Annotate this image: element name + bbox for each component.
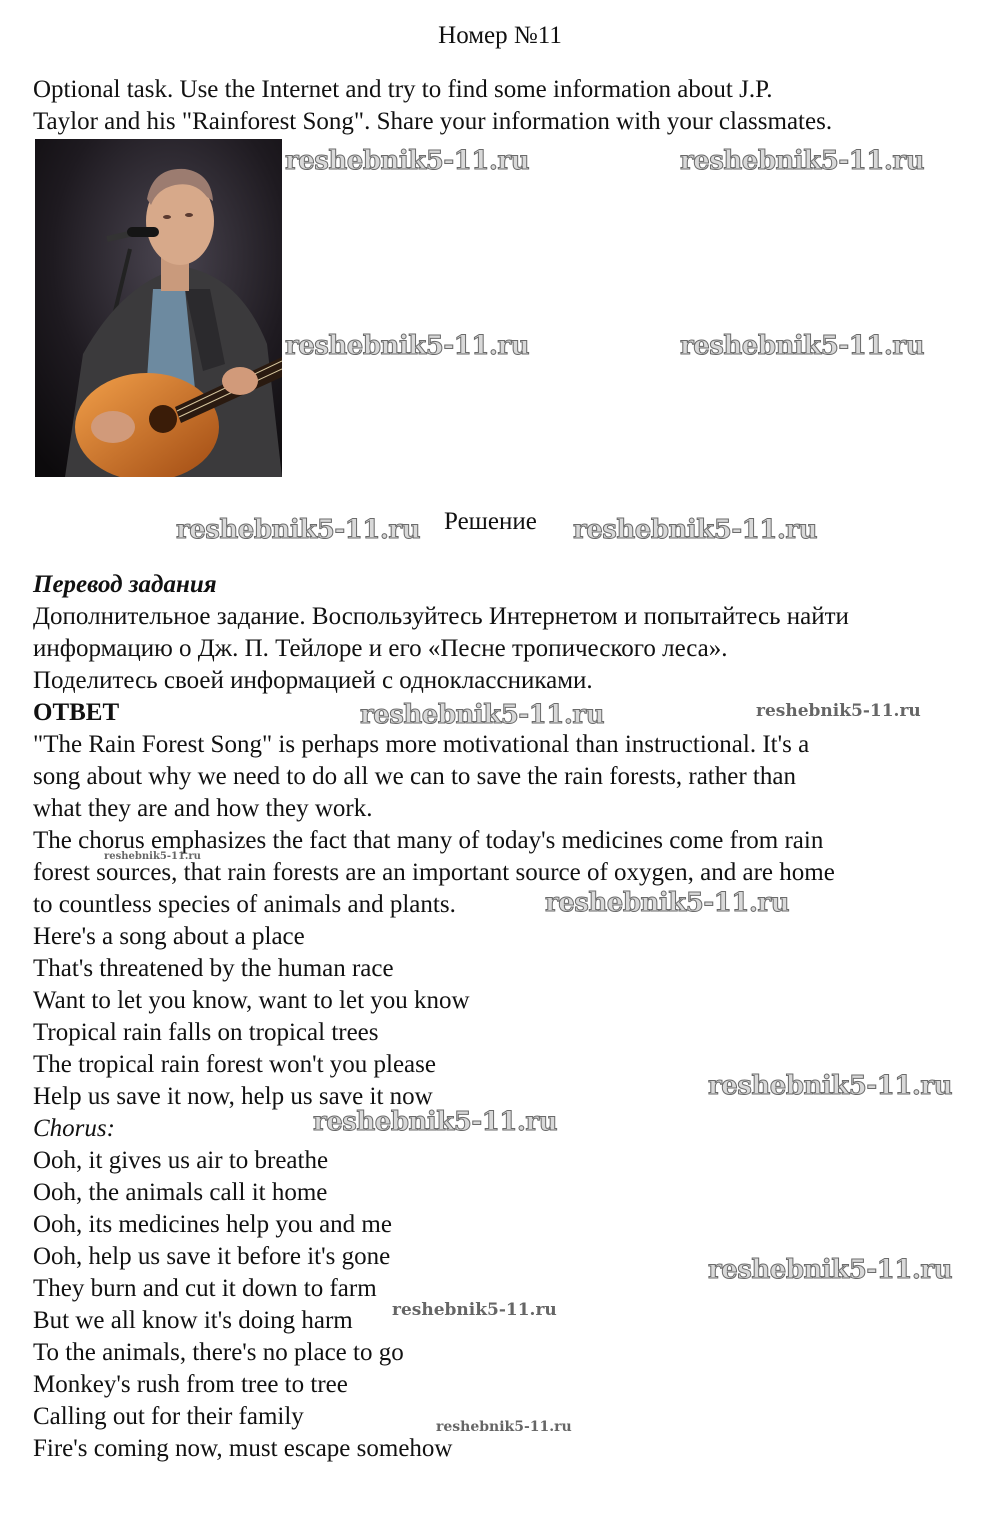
answer-line: forest sources, that rain forests are an important source of oxygen, and are home	[33, 859, 835, 886]
translation-heading: Перевод задания	[33, 571, 217, 598]
watermark: reshebnik5-11.ru	[313, 1107, 558, 1137]
lyric-line: Tropical rain falls on tropical trees	[33, 1019, 379, 1046]
translation-line: Дополнительное задание. Воспользуйтесь Интернетом и попытайтесь найти	[33, 603, 849, 630]
answer-body	[33, 569, 983, 1465]
watermark-small: reshebnik5-11.ru	[436, 1419, 572, 1435]
lyric-line: Ooh, its medicines help you and me	[33, 1211, 392, 1238]
lyric-line: Ooh, it gives us air to breathe	[33, 1147, 329, 1174]
watermark: reshebnik5-11.ru	[285, 331, 530, 361]
watermark: reshebnik5-11.ru	[285, 146, 530, 176]
page-title: Номер №11	[438, 22, 562, 49]
lyric-line: Ooh, help us save it before it's gone	[33, 1243, 391, 1270]
singer-photo	[35, 139, 282, 477]
answer-line: "The Rain Forest Song" is perhaps more motivational than instructional. It's a	[33, 731, 810, 758]
watermark: reshebnik5-11.ru	[360, 700, 605, 730]
lyric-line: Fire's coming now, must escape somehow	[33, 1435, 453, 1462]
lyric-line: The tropical rain forest won't you please	[33, 1051, 436, 1078]
answer-line: to countless species of animals and plants.	[33, 891, 456, 918]
watermark: reshebnik5-11.ru	[573, 515, 818, 545]
task-line-1: Optional task. Use the Internet and try to find some information about J.P.	[33, 76, 773, 103]
watermark: reshebnik5-11.ru	[708, 1071, 953, 1101]
lyric-line: Here's a song about a place	[33, 923, 305, 950]
answer-heading: ОТВЕТ	[33, 699, 120, 726]
watermark: reshebnik5-11.ru	[680, 146, 925, 176]
watermark-small: reshebnik5-11.ru	[756, 701, 921, 721]
lyric-line: To the animals, there's no place to go	[33, 1339, 404, 1366]
task-text	[33, 74, 973, 138]
solution-label: Решение	[444, 508, 537, 535]
lyric-line: Ooh, the animals call it home	[33, 1179, 328, 1206]
translation-line: информацию о Дж. П. Тейлоре и его «Песне тропического леса».	[33, 635, 728, 662]
watermark-small: reshebnik5-11.ru	[392, 1300, 557, 1320]
watermark: reshebnik5-11.ru	[545, 888, 790, 918]
watermark: reshebnik5-11.ru	[708, 1255, 953, 1285]
watermark-small: reshebnik5-11.ru	[104, 851, 201, 862]
answer-line: song about why we need to do all we can to save the rain forests, rather than	[33, 763, 796, 790]
answer-line: what they are and how they work.	[33, 795, 373, 822]
chorus-label: Chorus:	[33, 1115, 115, 1142]
lyric-line: Monkey's rush from tree to tree	[33, 1371, 348, 1398]
lyric-line: They burn and cut it down to farm	[33, 1275, 377, 1302]
lyric-line: That's threatened by the human race	[33, 955, 394, 982]
lyric-line: But we all know it's doing harm	[33, 1307, 353, 1334]
task-line-2: Taylor and his "Rainforest Song". Share your information with your classmates.	[33, 108, 833, 135]
watermark: reshebnik5-11.ru	[176, 515, 421, 545]
lyric-line: Calling out for their family	[33, 1403, 304, 1430]
answer-line: The chorus emphasizes the fact that many of today's medicines come from rain	[33, 827, 824, 854]
translation-line: Поделитесь своей информацией с одноклассниками.	[33, 667, 593, 694]
lyric-line: Help us save it now, help us save it now	[33, 1083, 433, 1110]
lyric-line: Want to let you know, want to let you know	[33, 987, 470, 1014]
watermark: reshebnik5-11.ru	[680, 331, 925, 361]
